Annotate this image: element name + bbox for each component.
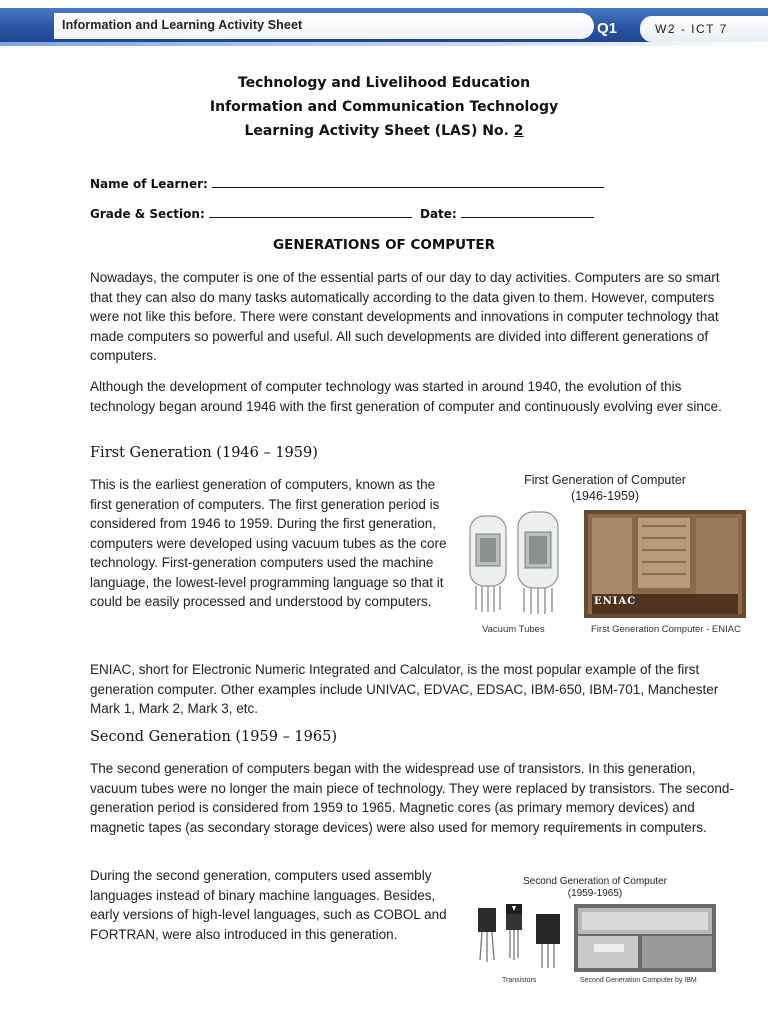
las-title: Learning Activity Sheet (LAS) No.	[244, 123, 514, 139]
second-generation-paragraph-2: During the second generation, computers used assembly languages instead of binary machine languages. Besides, early versions of high-level languages, such as COBOL and FORTRAN, were also introduced in this generation.	[90, 868, 447, 942]
figure-1-caption-left: Vacuum Tubes	[482, 624, 545, 635]
first-generation-paragraph-1: This is the earliest generation of computers, known as the first generation of computers. The first generation period is considered from 1946 to 1959. During the first generation, computers were developed using vacuum tubes as the core technology. First-generation computers used the machine language, the lowest-level programming language so that it could be easily processed and understood by computers.	[90, 477, 447, 609]
name-label: Name of Learner:	[90, 177, 208, 191]
grade-blank[interactable]	[209, 206, 412, 218]
heading-line-1: Technology and Livelihood Education	[237, 75, 531, 91]
date-field	[420, 206, 594, 221]
eniac-label: ENIAC	[594, 596, 637, 607]
heading-line-3	[0, 123, 768, 139]
transistor-icon	[478, 908, 496, 962]
figure-2-title-line-1: Second Generation of Computer	[523, 876, 667, 887]
week-subject-code: W2 - ICT 7	[655, 22, 728, 36]
quarter-label: Q1	[597, 20, 618, 37]
second-generation-heading: Second Generation (1959 – 1965)	[90, 729, 337, 745]
section-title: GENERATIONS OF COMPUTER	[273, 237, 495, 253]
ibm-computer-photo	[574, 904, 716, 972]
figure-2-caption-right: Second Generation Computer by IBM	[580, 977, 697, 984]
name-field	[90, 176, 604, 191]
first-generation-figure	[460, 466, 750, 642]
las-number: 2	[513, 123, 524, 139]
figure-1-title	[460, 472, 750, 504]
transistor-icon	[536, 914, 560, 968]
figure-1-title-line-1: First Generation of Computer	[524, 473, 686, 487]
figure-2-title	[470, 876, 720, 900]
name-blank[interactable]	[212, 176, 604, 188]
vacuum-tube-icon	[518, 512, 558, 614]
figure-1-caption-right: First Generation Computer - ENIAC	[591, 624, 741, 635]
intro-paragraph-2: Although the development of computer technology was started in around 1940, the evolution of this technology began around 1946 with the first generation of computer and continuously evolving ever since.	[90, 379, 722, 414]
date-blank[interactable]	[461, 206, 594, 218]
first-generation-heading: First Generation (1946 – 1959)	[90, 445, 318, 461]
vacuum-tube-icon	[470, 516, 506, 612]
second-generation-paragraph-1: The second generation of computers began with the widespread use of transistors. In this generation, vacuum tubes were no longer the main piece of technology. They were replaced by transistors. The second-generation period is considered from 1959 to 1965. Magnetic cores (as primary memory devices) and magnetic tapes (as secondary storage devices) were also used for memory requirements in computers.	[90, 761, 734, 835]
header-banner	[0, 0, 768, 50]
second-generation-illustration	[470, 902, 720, 974]
figure-2-caption-left: Transistors	[502, 977, 537, 984]
banner-title: Information and Learning Activity Sheet	[62, 18, 303, 32]
grade-label: Grade & Section:	[90, 207, 205, 221]
figure-2-title-line-2: (1959-1965)	[567, 888, 623, 899]
date-label: Date:	[420, 207, 457, 221]
heading-line-2: Information and Communication Technology	[209, 99, 559, 115]
transistor-icon	[506, 904, 522, 960]
intro-paragraph-1: Nowadays, the computer is one of the essential parts of our day to day activities. Computers are so smart that they can also do many tasks automatically according to the data given to them. However, computers were not like this before. There were constant developments and innovations in computer technology that made computers so powerful and useful. All such developments are divided into different generations of computers.	[90, 270, 720, 363]
first-generation-paragraph-2: ENIAC, short for Electronic Numeric Integrated and Calculator, is the most popular example of the first generation computer. Other examples include UNIVAC, EDVAC, EDSAC, IBM-650, IBM-701, Manchester Mark 1, Mark 2, Mark 3, etc.	[90, 662, 719, 716]
banner-underline	[0, 42, 768, 46]
second-generation-figure	[470, 870, 720, 990]
figure-1-title-line-2: (1946-1959)	[570, 489, 640, 503]
grade-section-field	[90, 206, 412, 221]
